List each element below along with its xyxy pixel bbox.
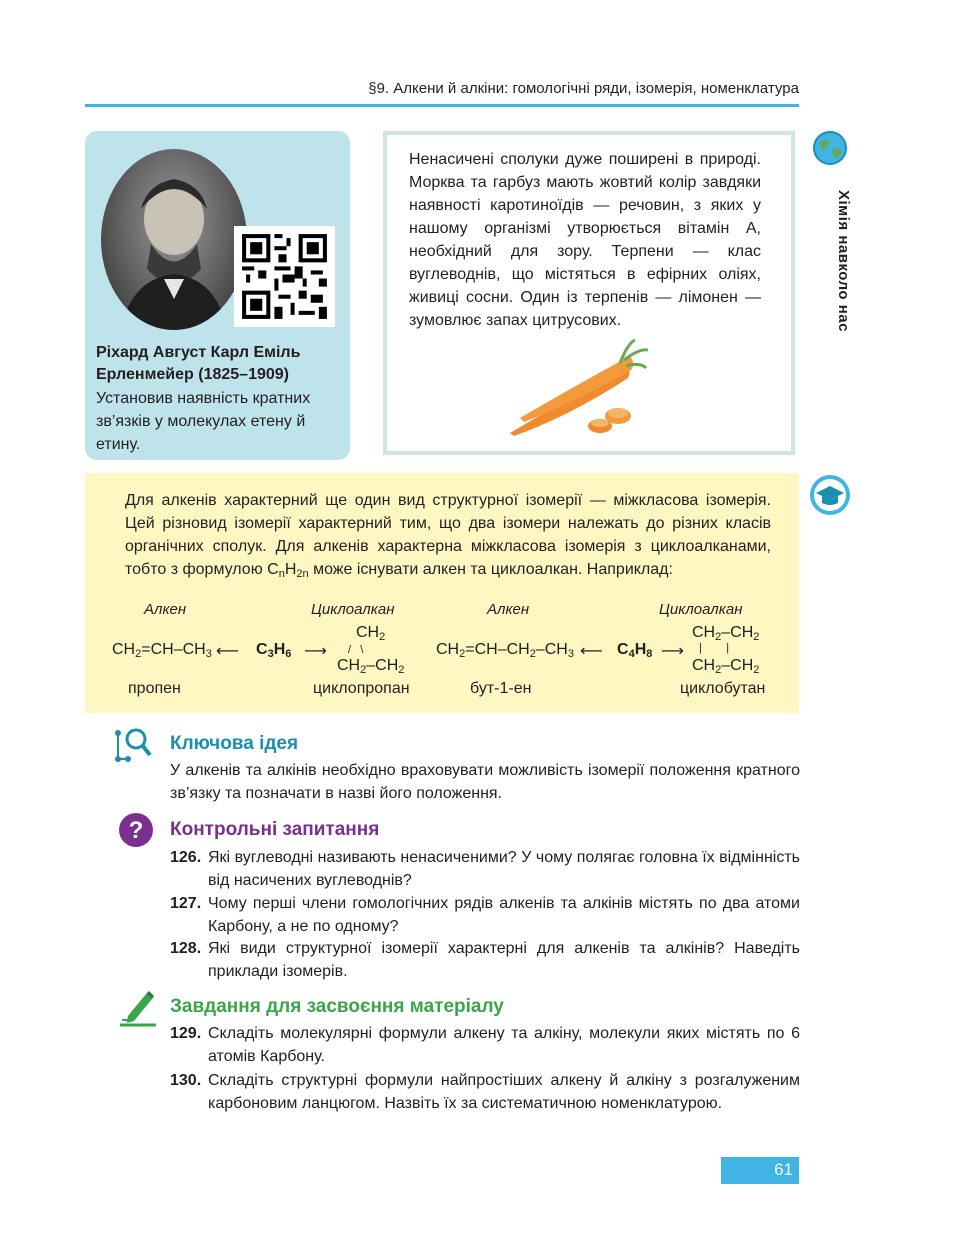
formula-c3h6: $C_3H_6$ (256, 641, 292, 660)
formula-c4h8: $C_4H_8$ (617, 641, 653, 660)
question-128: 128. Які види структурної ізомерії характерні для алкенів та алкінів? Наведіть приклади ізомерів. (170, 940, 800, 980)
name-butene: бут-1-ен (470, 680, 532, 697)
scientist-description: Установив наявність кратних зв’язків у молекулах етену й етину. (96, 390, 311, 453)
graduation-cap-icon (808, 473, 852, 517)
label-cycloalkane-2: Циклоалкан (659, 601, 743, 618)
question-icon (118, 812, 158, 852)
page-number: 61 (774, 1160, 793, 1179)
key-idea-text: У алкенів та алкінів необхідно враховувати можливість ізомерії положення кратного зв’язку та позначати в назві його положення. (170, 762, 800, 802)
formula-cyclobutane-top: $CH_2-CH_2$ (692, 624, 760, 643)
qr-code[interactable] (234, 226, 335, 327)
label-cycloalkane-1: Циклоалкан (311, 601, 395, 618)
arrow-left-icon: ⟵ (216, 643, 239, 660)
formula-propene: $CH_2=CH-CH_3$ (112, 641, 212, 660)
formula-cyclobutane-bottom: $CH_2-CH_2$ (692, 657, 760, 676)
bond-slash: / \ (348, 644, 364, 656)
running-head: §9. Алкени й алкіни: гомологічні ряди, ізомерія, номенклатура (368, 80, 799, 97)
formula-butene: $CH_2=CH-CH_2-CH_3$ (436, 641, 574, 660)
formula-cyclopropane-bottom: $CH_2-CH_2$ (337, 657, 405, 676)
label-alkene-2: Алкен (487, 601, 530, 618)
control-questions-title: Контрольні запитання (170, 819, 380, 840)
header-rule (85, 104, 799, 107)
carrot-image (500, 338, 650, 438)
svg-text:?: ? (128, 817, 144, 844)
side-label: Хімія навколо нас (835, 190, 852, 332)
key-idea-title: Ключова ідея (170, 733, 299, 754)
pencil-icon (118, 988, 158, 1028)
name-cyclopropane: циклопропан (313, 680, 410, 697)
task-129: 129. Складіть молекулярні формули алкену та алкіну, молекули яких містять по 6 атомів Карбону. (170, 1025, 800, 1065)
task-130: 130. Складіть структурні формули найпростіших алкену й алкіну з розгалуженим карбоновим ланцюгом. Назвіть їх за систематичною номенклатурою. (170, 1072, 800, 1112)
question-127: 127. Чому перші члени гомологічних рядів алкенів та алкінів містять по два атоми Карбону, а не по одному? (170, 895, 800, 935)
nature-text: Ненасичені сполуки дуже поширені в природі. Морква та гарбуз мають жовтий колір завдяки наявності каротиноїдів — речовин, з яких у нашому організмі утворюється вітамін А, необхідний для зору. Терпени — клас вуглеводнів, що містяться в ефірних оліях, живиці сосни. Один із терпенів — лімонен — зумовлює запах цитрусових. (409, 151, 761, 329)
globe-icon (812, 130, 848, 166)
tasks-title: Завдання для засвоєння матеріалу (170, 996, 504, 1017)
name-propene: пропен (128, 680, 181, 697)
key-idea-icon (112, 725, 152, 765)
label-alkene-1: Алкен (144, 601, 187, 618)
isomerism-text: Для алкенів характерний ще один вид структурної ізомерії — міжкласова ізомерія. Цей різновид ізомерії характерний тим, що два ізомери належать до різних класів органічних сполук. Для алкенів характерна міжкласова ізомерія з циклоалканами, тобто з формулою $C_nH_{2n}$ може існувати алкен та циклоалкан. Наприклад: (125, 492, 771, 580)
arrow-right-icon: ⟶ (661, 643, 684, 660)
bond-vertical: | | (699, 642, 730, 654)
arrow-left-icon: ⟵ (580, 643, 603, 660)
scientist-name: Ріхард Август Карл Еміль Ерленмейер (1825–1909) (96, 344, 301, 383)
scientist-portrait (101, 149, 247, 330)
formula-cyclopropane-top: $CH_2$ (356, 624, 386, 643)
question-126: 126. Які вуглеводні називають ненасиченими? У чому полягає головна їх відмінність від насичених вуглеводнів? (170, 849, 800, 889)
name-cyclobutane: циклобутан (680, 680, 766, 697)
arrow-right-icon: ⟶ (304, 643, 327, 660)
